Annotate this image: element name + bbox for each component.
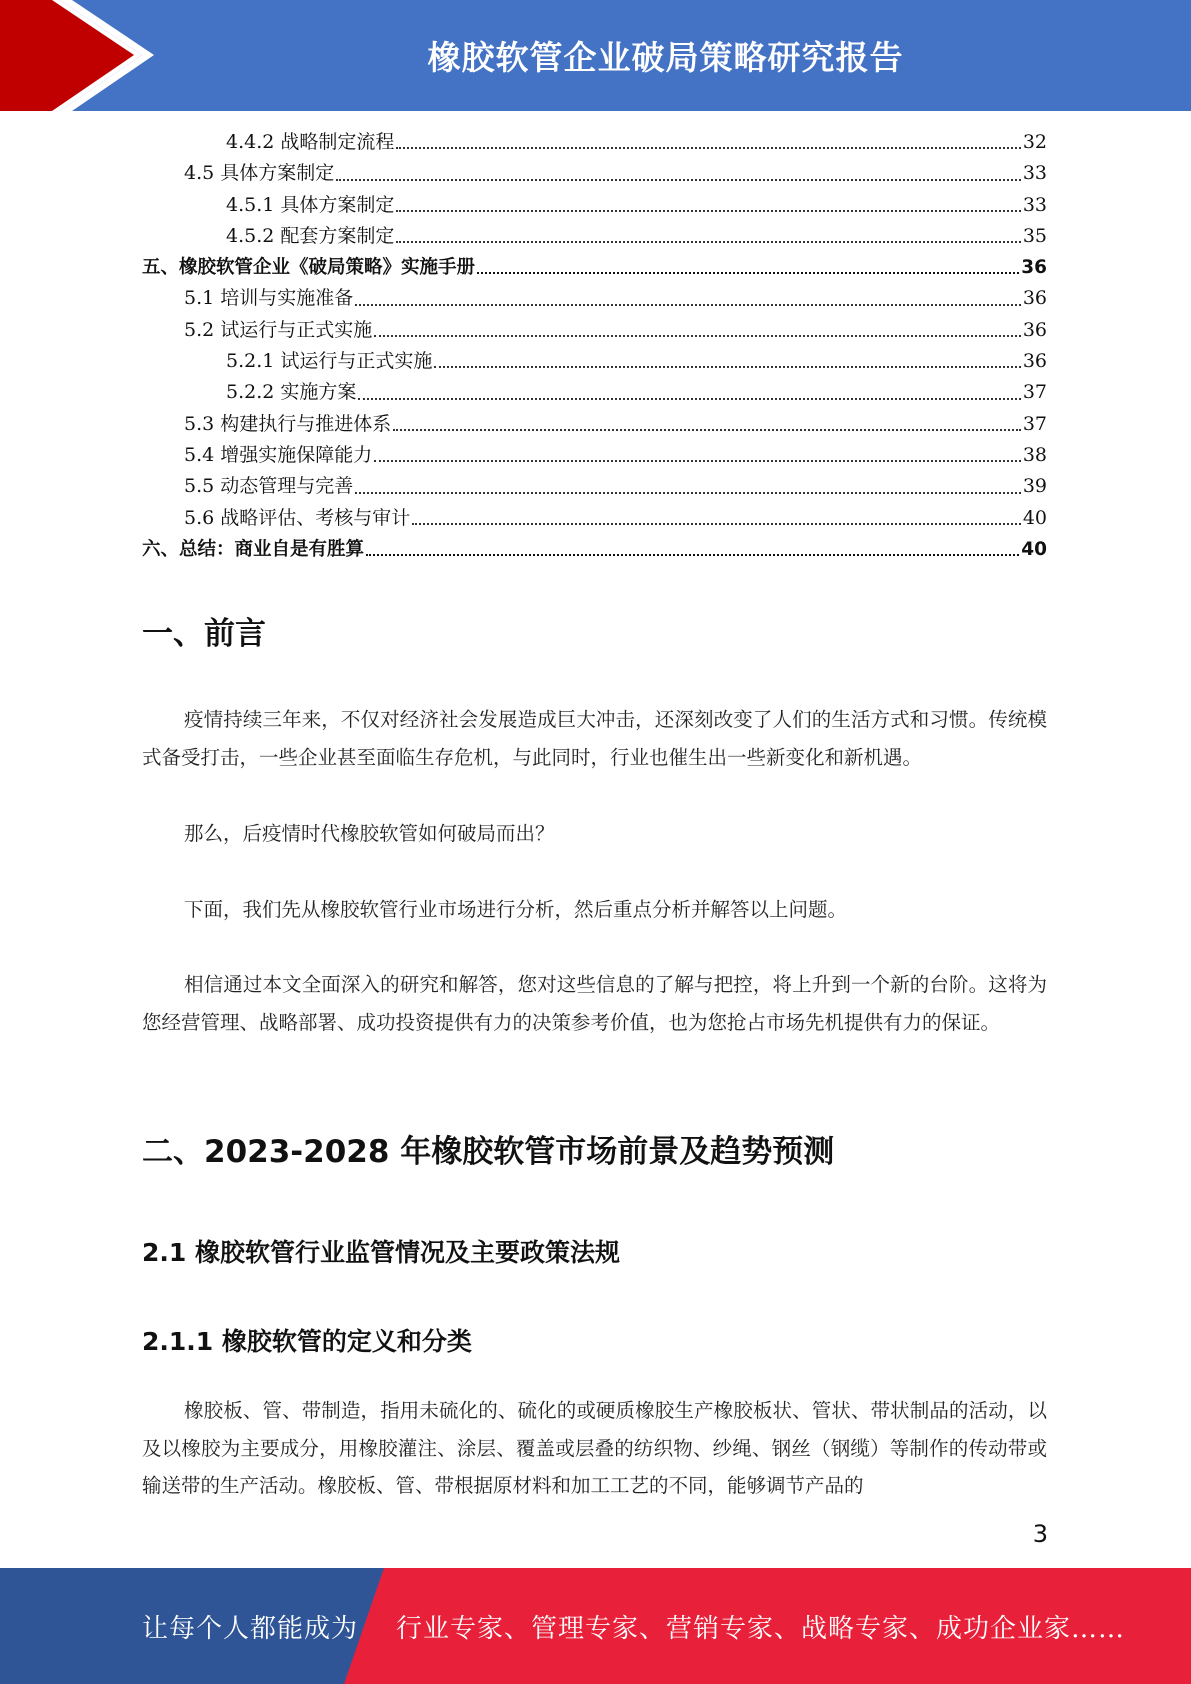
toc-entry[interactable] <box>142 503 1047 534</box>
toc-dot-leader <box>358 397 1020 400</box>
section-heading-market-outlook: 二、2023-2028 年橡胶软管市场前景及趋势预测 <box>142 1134 835 1170</box>
toc-dot-leader <box>396 146 1020 149</box>
toc-entry-page: 35 <box>1022 224 1047 247</box>
paragraph: 那么，后疫情时代橡胶软管如何破局而出？ <box>184 822 555 845</box>
toc-entry-page: 36 <box>1022 350 1047 373</box>
toc-entry[interactable] <box>142 346 1047 377</box>
toc-entry-page: 37 <box>1022 412 1047 435</box>
paragraph: 相信通过本文全面深入的研究和解答，您对这些信息的了解与把控，将上升到一个新的台阶。这将为您经营管理、战略部署、成功投资提供有力的决策参考价值，也为您抢占市场先机提供有力的保证。 <box>142 973 1047 1034</box>
toc-entry[interactable] <box>142 221 1047 252</box>
toc-entry-page: 36 <box>1022 287 1047 310</box>
paragraph: 下面，我们先从橡胶软管行业市场进行分析，然后重点分析并解答以上问题。 <box>184 898 848 921</box>
page-header <box>0 0 1191 111</box>
toc-entry-page: 40 <box>1022 506 1047 529</box>
toc-entry-title: 5.2 试运行与正式实施 <box>184 318 373 341</box>
toc-entry-title: 5.2.1 试运行与正式实施 <box>226 350 433 373</box>
toc-dot-leader <box>396 209 1020 212</box>
toc-entry-title: 5.2.2 实施方案 <box>226 381 357 404</box>
table-of-contents <box>142 127 1047 565</box>
toc-entry-page: 36 <box>1021 257 1047 279</box>
toc-entry[interactable] <box>142 252 1047 283</box>
toc-entry-title: 五、橡胶软管企业《破局策略》实施手册 <box>142 257 476 279</box>
toc-dot-leader <box>355 491 1021 494</box>
toc-entry-page: 39 <box>1022 475 1047 498</box>
toc-entry-page: 32 <box>1022 131 1047 153</box>
toc-entry-page: 36 <box>1022 318 1047 341</box>
toc-entry[interactable] <box>142 534 1047 565</box>
toc-dot-leader <box>336 178 1021 181</box>
toc-dot-leader <box>434 365 1020 368</box>
toc-entry-title: 4.5.1 具体方案制定 <box>226 193 395 216</box>
toc-entry[interactable] <box>142 377 1047 408</box>
toc-entry[interactable] <box>142 127 1047 158</box>
toc-entry[interactable] <box>142 190 1047 221</box>
toc-entry-title: 5.3 构建执行与推进体系 <box>184 412 392 435</box>
toc-entry-title: 4.5.2 配套方案制定 <box>226 224 395 247</box>
toc-entry-title: 5.5 动态管理与完善 <box>184 475 354 498</box>
toc-entry[interactable] <box>142 158 1047 189</box>
toc-entry[interactable] <box>142 471 1047 502</box>
toc-entry-page: 40 <box>1021 538 1047 560</box>
toc-entry-page: 37 <box>1022 381 1047 404</box>
toc-entry[interactable] <box>142 409 1047 440</box>
footer-slogan-left: 让每个人都能成为 <box>142 1613 359 1644</box>
toc-dot-leader <box>366 553 1019 556</box>
subsection-heading: 2.1 橡胶软管行业监管情况及主要政策法规 <box>142 1238 620 1267</box>
paragraph: 橡胶板、管、带制造，指用未硫化的、硫化的或硬质橡胶生产橡胶板状、管状、带状制品的活动，以及以橡胶为主要成分，用橡胶灌注、涂层、覆盖或层叠的纺织物、纱绳、钢丝（钢缆）等制作的传动带或输送带的生产活动。橡胶板、管、带根据原材料和加工工艺的不同，能够调节产品的 <box>142 1399 1047 1497</box>
toc-dot-leader <box>393 428 1021 431</box>
toc-dot-leader <box>374 459 1021 462</box>
toc-dot-leader <box>412 522 1021 525</box>
toc-dot-leader <box>396 240 1020 243</box>
report-title: 橡胶软管企业破局策略研究报告 <box>427 38 904 77</box>
toc-dot-leader <box>477 271 1019 274</box>
page-footer <box>0 1568 1191 1684</box>
page-number: 3 <box>1032 1520 1048 1548</box>
paragraph: 疫情持续三年来，不仅对经济社会发展造成巨大冲击，还深刻改变了人们的生活方式和习惯。传统模式备受打击，一些企业甚至面临生存危机，与此同时，行业也催生出一些新变化和新机遇。 <box>142 708 1047 769</box>
toc-entry-title: 5.4 增强实施保障能力 <box>184 443 373 466</box>
toc-dot-leader <box>374 334 1021 337</box>
section-heading-preface: 一、前言 <box>142 616 266 652</box>
toc-entry-title: 5.6 战略评估、考核与审计 <box>184 506 411 529</box>
toc-entry[interactable] <box>142 283 1047 314</box>
toc-entry-title: 5.1 培训与实施准备 <box>184 287 354 310</box>
toc-entry[interactable] <box>142 440 1047 471</box>
toc-dot-leader <box>355 303 1021 306</box>
toc-entry-title: 4.5 具体方案制定 <box>184 162 335 185</box>
toc-entry-title: 4.4.2 战略制定流程 <box>226 131 395 153</box>
subsection-heading: 2.1.1 橡胶软管的定义和分类 <box>142 1327 472 1356</box>
toc-entry-page: 38 <box>1022 443 1047 466</box>
toc-entry-page: 33 <box>1022 193 1047 216</box>
footer-slogan-right: 行业专家、管理专家、营销专家、战略专家、成功企业家…… <box>396 1613 1126 1644</box>
toc-entry[interactable] <box>142 315 1047 346</box>
toc-entry-page: 33 <box>1022 162 1047 185</box>
toc-entry-title: 六、总结：商业自是有胜算 <box>142 538 365 560</box>
